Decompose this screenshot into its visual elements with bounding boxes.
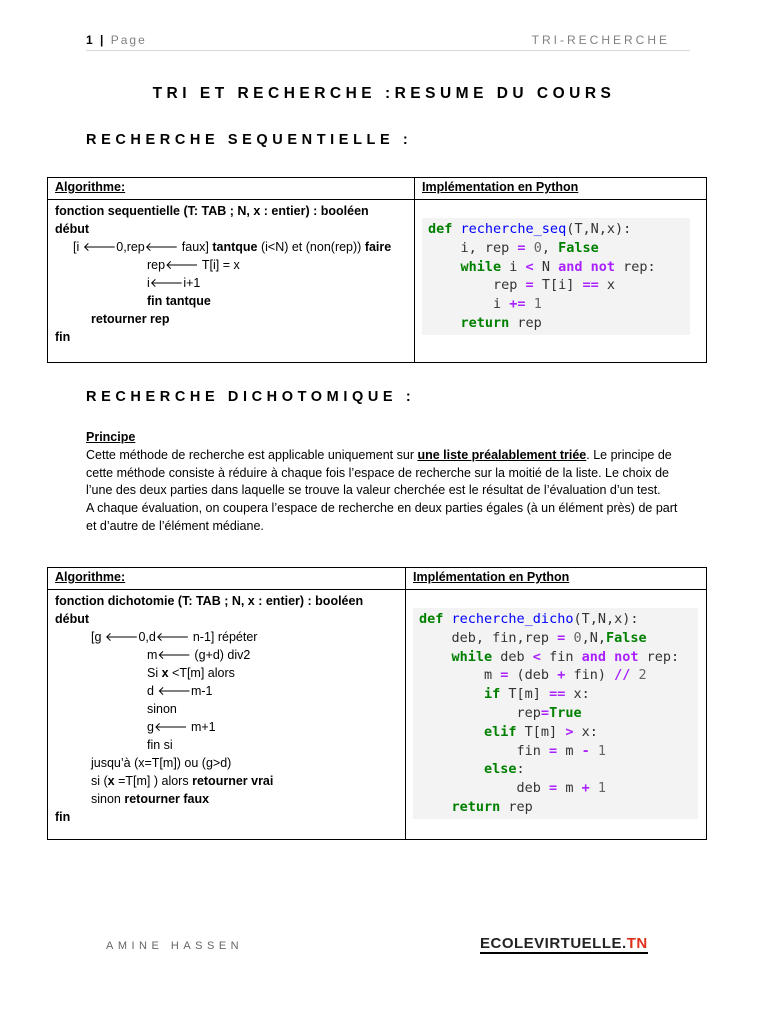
algo-line: d 🡐m-1	[147, 684, 213, 698]
code-line: while i < N and not rep:	[460, 258, 656, 275]
page-header	[86, 33, 690, 51]
python-code-block	[422, 218, 690, 335]
code-line: rep = T[i] == x	[428, 277, 615, 294]
code-line: i += 1	[428, 296, 542, 313]
code-line: while deb < fin and not rep:	[451, 648, 680, 665]
principe-title: Principe	[86, 430, 136, 444]
code-line: i, rep = 0, False	[428, 239, 599, 256]
algo-table-sequentielle	[47, 177, 707, 363]
python-header: Implémentation en Python	[406, 568, 707, 590]
code-line: deb, fin,rep = 0,N,False	[419, 629, 647, 646]
algo-table-dichotomique	[47, 567, 707, 840]
page-word: Page	[110, 33, 147, 47]
algo-header: Algorithme:	[48, 178, 415, 200]
arrow-left-icon: 🡐	[144, 240, 179, 254]
algo-line: fin	[55, 330, 71, 344]
algo-line: sinon retourner faux	[91, 792, 210, 806]
algo-cell	[48, 200, 415, 363]
code-line: def recherche_seq(T,N,x):	[428, 221, 632, 237]
code-cell	[415, 200, 707, 363]
code-line: def recherche_dicho(T,N,x):	[419, 611, 639, 627]
code-line: fin = m - 1	[419, 742, 606, 759]
algo-line: fonction dichotomie (T: TAB ; N, x : entier) : booléen	[55, 594, 364, 608]
algo-line: sinon	[147, 702, 177, 716]
algorithm-text	[55, 202, 407, 346]
code-line: rep=True	[419, 704, 582, 721]
footer-logo: ECOLEVIRTUELLE.TN	[480, 935, 648, 952]
code-line: m = (deb + fin) // 2	[419, 667, 647, 684]
algo-header: Algorithme:	[48, 568, 406, 590]
arrow-left-icon: 🡐	[157, 684, 191, 698]
principe-text-1: Cette méthode de recherche est applicable uniquement sur une liste préalablement triée. Le principe de cette méthode consiste à réduire à chaque fois l’espace de recherche sur la moitié de la liste. Le choix de l’une des deux parties dans laquelle se trouve la valeur cherchée est le résultat de l’évaluation d’un test.	[86, 447, 672, 498]
arrow-left-icon: 🡐	[153, 720, 188, 734]
section-title-sequentielle: RECHERCHE SEQUENTIELLE :	[86, 132, 413, 148]
arrow-left-icon: 🡐	[149, 276, 184, 290]
arrow-left-icon: 🡐	[82, 240, 117, 254]
algo-line: début	[55, 612, 90, 626]
algo-line: rep🡐 T[i] = x	[147, 258, 240, 272]
document-title: TRI ET RECHERCHE :RESUME DU COURS	[152, 85, 616, 102]
arrow-left-icon: 🡐	[155, 630, 190, 644]
algo-cell	[48, 590, 406, 840]
code-line: return rep	[451, 798, 533, 815]
principe-text-2: A chaque évaluation, on coupera l’espace de recherche en deux parties égales (à un élément près) de part et d’autre de l’élément médiane.	[86, 501, 678, 533]
algo-line: début	[55, 222, 90, 236]
algo-line: Si x <T[m] alors	[147, 666, 235, 680]
principe-paragraph	[86, 429, 686, 536]
algo-line: fonction sequentielle (T: TAB ; N, x : entier) : booléen	[55, 204, 369, 218]
code-line: else:	[484, 761, 525, 778]
python-header: Implémentation en Python	[415, 178, 707, 200]
arrow-left-icon: 🡐	[165, 258, 199, 272]
code-line: if T[m] == x:	[484, 686, 590, 703]
code-line: elif T[m] > x:	[484, 723, 598, 740]
algorithm-text	[55, 592, 398, 826]
algo-line: g🡐 m+1	[147, 720, 216, 734]
section-title-dichotomique: RECHERCHE DICHOTOMIQUE :	[86, 389, 416, 405]
code-line: return rep	[460, 314, 542, 331]
page-number: 1 | Page	[86, 33, 147, 47]
algo-line: retourner rep	[91, 312, 170, 326]
algo-line: si (x =T[m] ) alors retourner vrai	[91, 774, 274, 788]
algo-line: fin	[55, 810, 71, 824]
algo-line: i🡐i+1	[147, 276, 201, 290]
algo-line: fin si	[147, 738, 173, 752]
arrow-left-icon: 🡐	[157, 648, 191, 662]
algo-line: m🡐 (g+d) div2	[147, 648, 251, 662]
arrow-left-icon: 🡐	[104, 630, 139, 644]
algo-line: [i 🡐0,rep🡐 faux] tantque (i<N) et (non(rep)) faire	[73, 240, 392, 254]
algo-line: [g 🡐0,d🡐 n-1] répéter	[91, 630, 258, 644]
code-line: deb = m + 1	[419, 780, 606, 797]
algo-line: fin tantque	[147, 294, 211, 308]
code-cell	[406, 590, 707, 840]
python-code-block	[413, 608, 698, 819]
footer-author: AMINE HASSEN	[106, 940, 244, 952]
header-title: TRI-RECHERCHE	[531, 33, 670, 47]
algo-line: jusqu’à (x=T[m]) ou (g>d)	[91, 756, 232, 770]
